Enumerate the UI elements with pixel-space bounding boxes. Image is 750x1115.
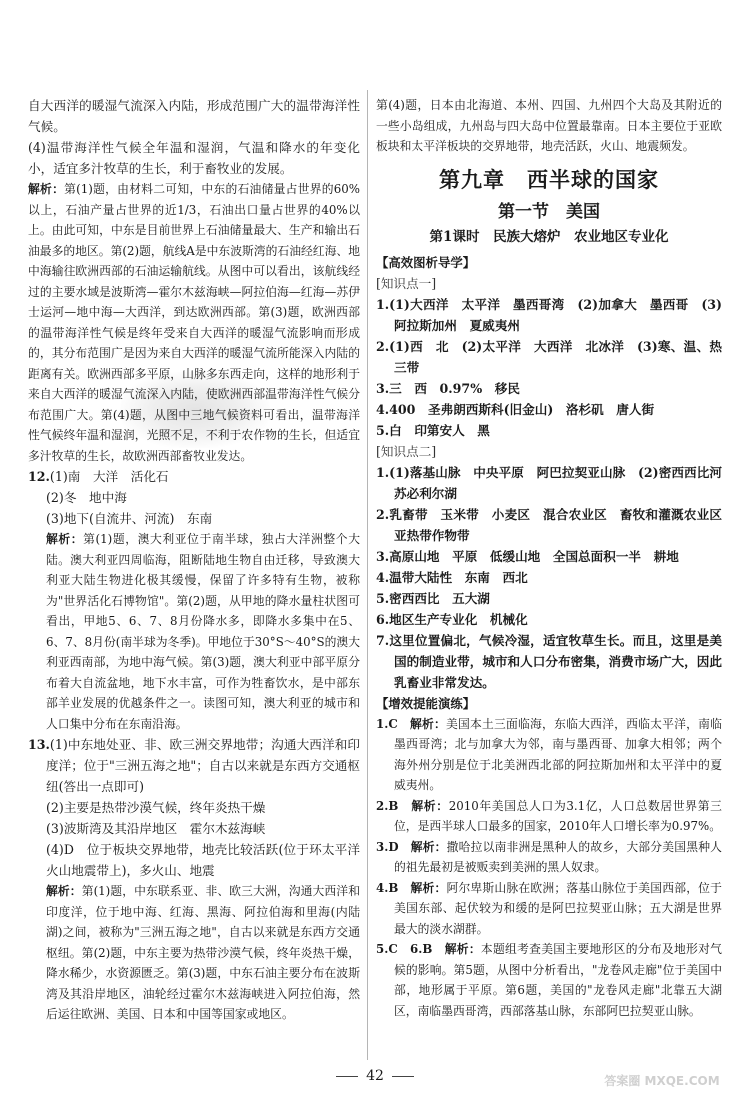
answer-line: (3)波斯湾及其沿岸地区 霍尔木兹海峡 (46, 821, 266, 836)
lesson-title: 第1课时 民族大熔炉 农业地区专业化 (429, 228, 669, 245)
paragraph: 自大西洋的暖湿气流深入内陆，形成范围广大的温带海洋性气候。 (28, 98, 360, 134)
answer-line: (3)地下(自流井、河流) 东南 (46, 511, 213, 526)
knowledge-point-label: [知识点二] (376, 443, 437, 459)
drill-heading: 【增效提能演练】 (376, 695, 476, 711)
choice-answer: 5.C 6.B 解析：本题组考查美国主要地形区的分布及地形对气候的影响。第5题，从图中分析看出，"龙卷风走廊"位于美国中部，地形属于平原。第6题，美国的"龙卷风走廊"北靠五大湖区，南临墨西哥湾，西部落基山脉，东部阿巴拉契亚山脉。 (376, 942, 722, 1018)
answer-13-line: 13.(1)中东地处亚、非、欧三洲交界地带；沟通大西洋和印度洋；位于"三洲五海之地"；自古以来就是东西方交通枢纽(答出一点即可) (28, 737, 360, 794)
kp-answer: 1.(1)落基山脉 中央平原 阿巴拉契亚山脉 (2)密西西比河 苏必利尔湖 (376, 464, 735, 501)
answer-line: (4)D 位于板块交界地带，地壳比较活跃(位于环太平洋火山地震带上)，多火山、地震 (46, 842, 360, 878)
knowledge-point-label: [知识点一] (376, 275, 437, 291)
right-column (376, 95, 735, 1021)
paragraph: (4)温带海洋性气候全年温和湿润，气温和降水的年变化小，适宜多汁牧草的生长，利于畜牧业的发展。 (28, 140, 360, 176)
kp-answer: 4.400 圣弗朗西斯科(旧金山) 洛杉矶 唐人街 (376, 401, 655, 417)
analysis-paragraph: 解析：第(1)题，由材料二可知，中东的石油储量占世界的60%以上，石油产量占世界的近1/3，石油出口量占世界的40%以上。由此可知，中东是目前世界上石油储量最大、生产和输出石油最多的地区。第(2)题，航线A是中东波斯湾的石油经红海、地中海输往欧洲西部的石油运输航线。从图中可以看出，该航线经过的主要水域是波斯湾—霍尔木兹海峡—阿拉伯海—红海—苏伊士运河—地中海—大西洋，到达欧洲西部。第(3)题，欧洲西部的温带海洋性气候是终年受来自大西洋的暖湿气流影响而形成的，其分布范围广是因为来自大西洋的暖湿气流所能深入内陆的距离有关。欧洲西部多平原，山脉多东西走向，这样的地形利于来自大西洋的暖湿气流深入内陆，使欧洲西部温带海洋性气候分布范围广大。第(4)题，从图中三地气候资料可看出，温带海洋性气候终年温和湿润，光照不足，不利于农作物的生长，但适宜多汁牧草的生长，故欧洲西部畜牧业发达。 (28, 182, 360, 463)
kp-answer: 2.(1)西 北 (2)太平洋 大西洋 北冰洋 (3)寒、温、热三带 (376, 338, 722, 375)
analysis-paragraph: 解析：第(1)题，澳大利亚位于南半球，独占大洋洲整个大陆。澳大利亚四周临海，阻断陆地生物自由迁移，导致澳大利亚大陆生物进化极其缓慢，保留了许多特有生物，被称为"世界活化石博物馆"。第(2)题，从甲地的降水量柱状图可看出，甲地5、6、7、8月份降水多，即降水多集中在5、6、7、8月份(南半球为冬季)。甲地位于30°S～40°S的澳大利亚西南部，为地中海气候。第(3)题，澳大利亚中部平原分布着大自流盆地，地下水丰富，可作为牲畜饮水，是中部东部羊业发展的优越条件之一。读图可知，澳大利亚的城市和人口集中分布在东南沿海。 (46, 532, 360, 731)
analysis-label: 解析： (28, 182, 65, 196)
kp-answer: 6.地区生产专业化 机械化 (376, 611, 528, 627)
question-number: 13. (28, 737, 50, 752)
answer-line: (2)冬 地中海 (46, 490, 127, 505)
page-number: 42 (0, 1066, 750, 1087)
analysis-label: 解析： (46, 884, 82, 898)
kp-answer: 2.乳畜带 玉米带 小麦区 混合农业区 畜牧和灌溉农业区 亚热带作物带 (376, 506, 735, 543)
answer-12-line: 12.(1)南 大洋 活化石 (28, 469, 169, 484)
choice-answer: 4.B 解析：阿尔卑斯山脉在欧洲；落基山脉位于美国西部，位于美国东部、起伏较为和缓的是阿巴拉契亚山脉；五大湖是世界最大的淡水湖群。 (376, 880, 722, 936)
analysis-label: 解析： (46, 532, 84, 546)
chapter-title: 第九章 西半球的国家 (439, 166, 659, 192)
watermark-logo: 答案圈 MXQE.COM (604, 1073, 720, 1088)
choice-answer: 3.D 解析：撒哈拉以南非洲是黑种人的故乡，大部分美国黑种人的祖先最初是被贩卖到美洲的黑人奴隶。 (376, 839, 722, 874)
question-number: 12. (28, 469, 50, 484)
kp-answer: 3.高原山地 平原 低缓山地 全国总面积一半 耕地 (376, 548, 679, 564)
kp-answer: 7.这里位置偏北，气候冷湿，适宜牧草生长。而且，这里是美国的制造业带，城市和人口分布密集，消费市场广大，因此乳畜业非常发达。 (376, 632, 722, 690)
kp-answer: 4.温带大陆性 东南 西北 (376, 569, 528, 585)
analysis-paragraph: 解析：第(1)题，中东联系亚、非、欧三大洲，沟通大西洋和印度洋，位于地中海、红海、黑海、阿拉伯海和里海(内陆湖)之间，被称为"三洲五海之地"，自古以来就是东西方交通枢纽。第(2)题，中东主要为热带沙漠气候，终年炎热干燥，降水稀少，水资源匮乏。第(3)题，中东石油主要分布在波斯湾及其沿岸地区，油轮经过霍尔木兹海峡进入阿拉伯海，然后运往欧洲、美国、日本和中国等国家或地区。 (46, 884, 360, 1021)
choice-answer: 2.B 解析：2010年美国总人口为3.1亿，人口总数居世界第三位，是西半球人口最多的国家，2010年人口增长率为0.97%。 (376, 798, 722, 833)
section-title: 第一节 美国 (498, 201, 600, 222)
left-column (28, 95, 360, 1025)
paragraph: 第(4)题，日本由北海道、本州、四国、九州四个大岛及其附近的一些小岛组成，九州岛与四大岛中位置最靠南。日本主要位于亚欧板块和太平洋板块的交界地带，地壳活跃，火山、地震频发。 (376, 98, 722, 153)
kp-answer: 5.白 印第安人 黑 (376, 422, 490, 438)
guide-heading: 【高效图析导学】 (376, 254, 476, 270)
choice-answer: 1.C 解析：美国本土三面临海，东临大西洋，西临太平洋，南临墨西哥湾；北与加拿大为邻，南与墨西哥、加拿大相邻；两个海外州分别是位于北美洲西北部的阿拉斯加州和太平洋中的夏威夷州。 (376, 716, 722, 792)
kp-answer: 3.三 西 0.97% 移民 (376, 380, 520, 396)
kp-answer: 1.(1)大西洋 太平洋 墨西哥湾 (2)加拿大 墨西哥 (3)阿拉斯加州 夏威夷州 (376, 296, 722, 333)
answer-line: (2)主要是热带沙漠气候，终年炎热干燥 (46, 800, 266, 815)
column-divider (367, 90, 368, 1060)
kp-answer: 5.密西西比 五大湖 (376, 590, 490, 606)
